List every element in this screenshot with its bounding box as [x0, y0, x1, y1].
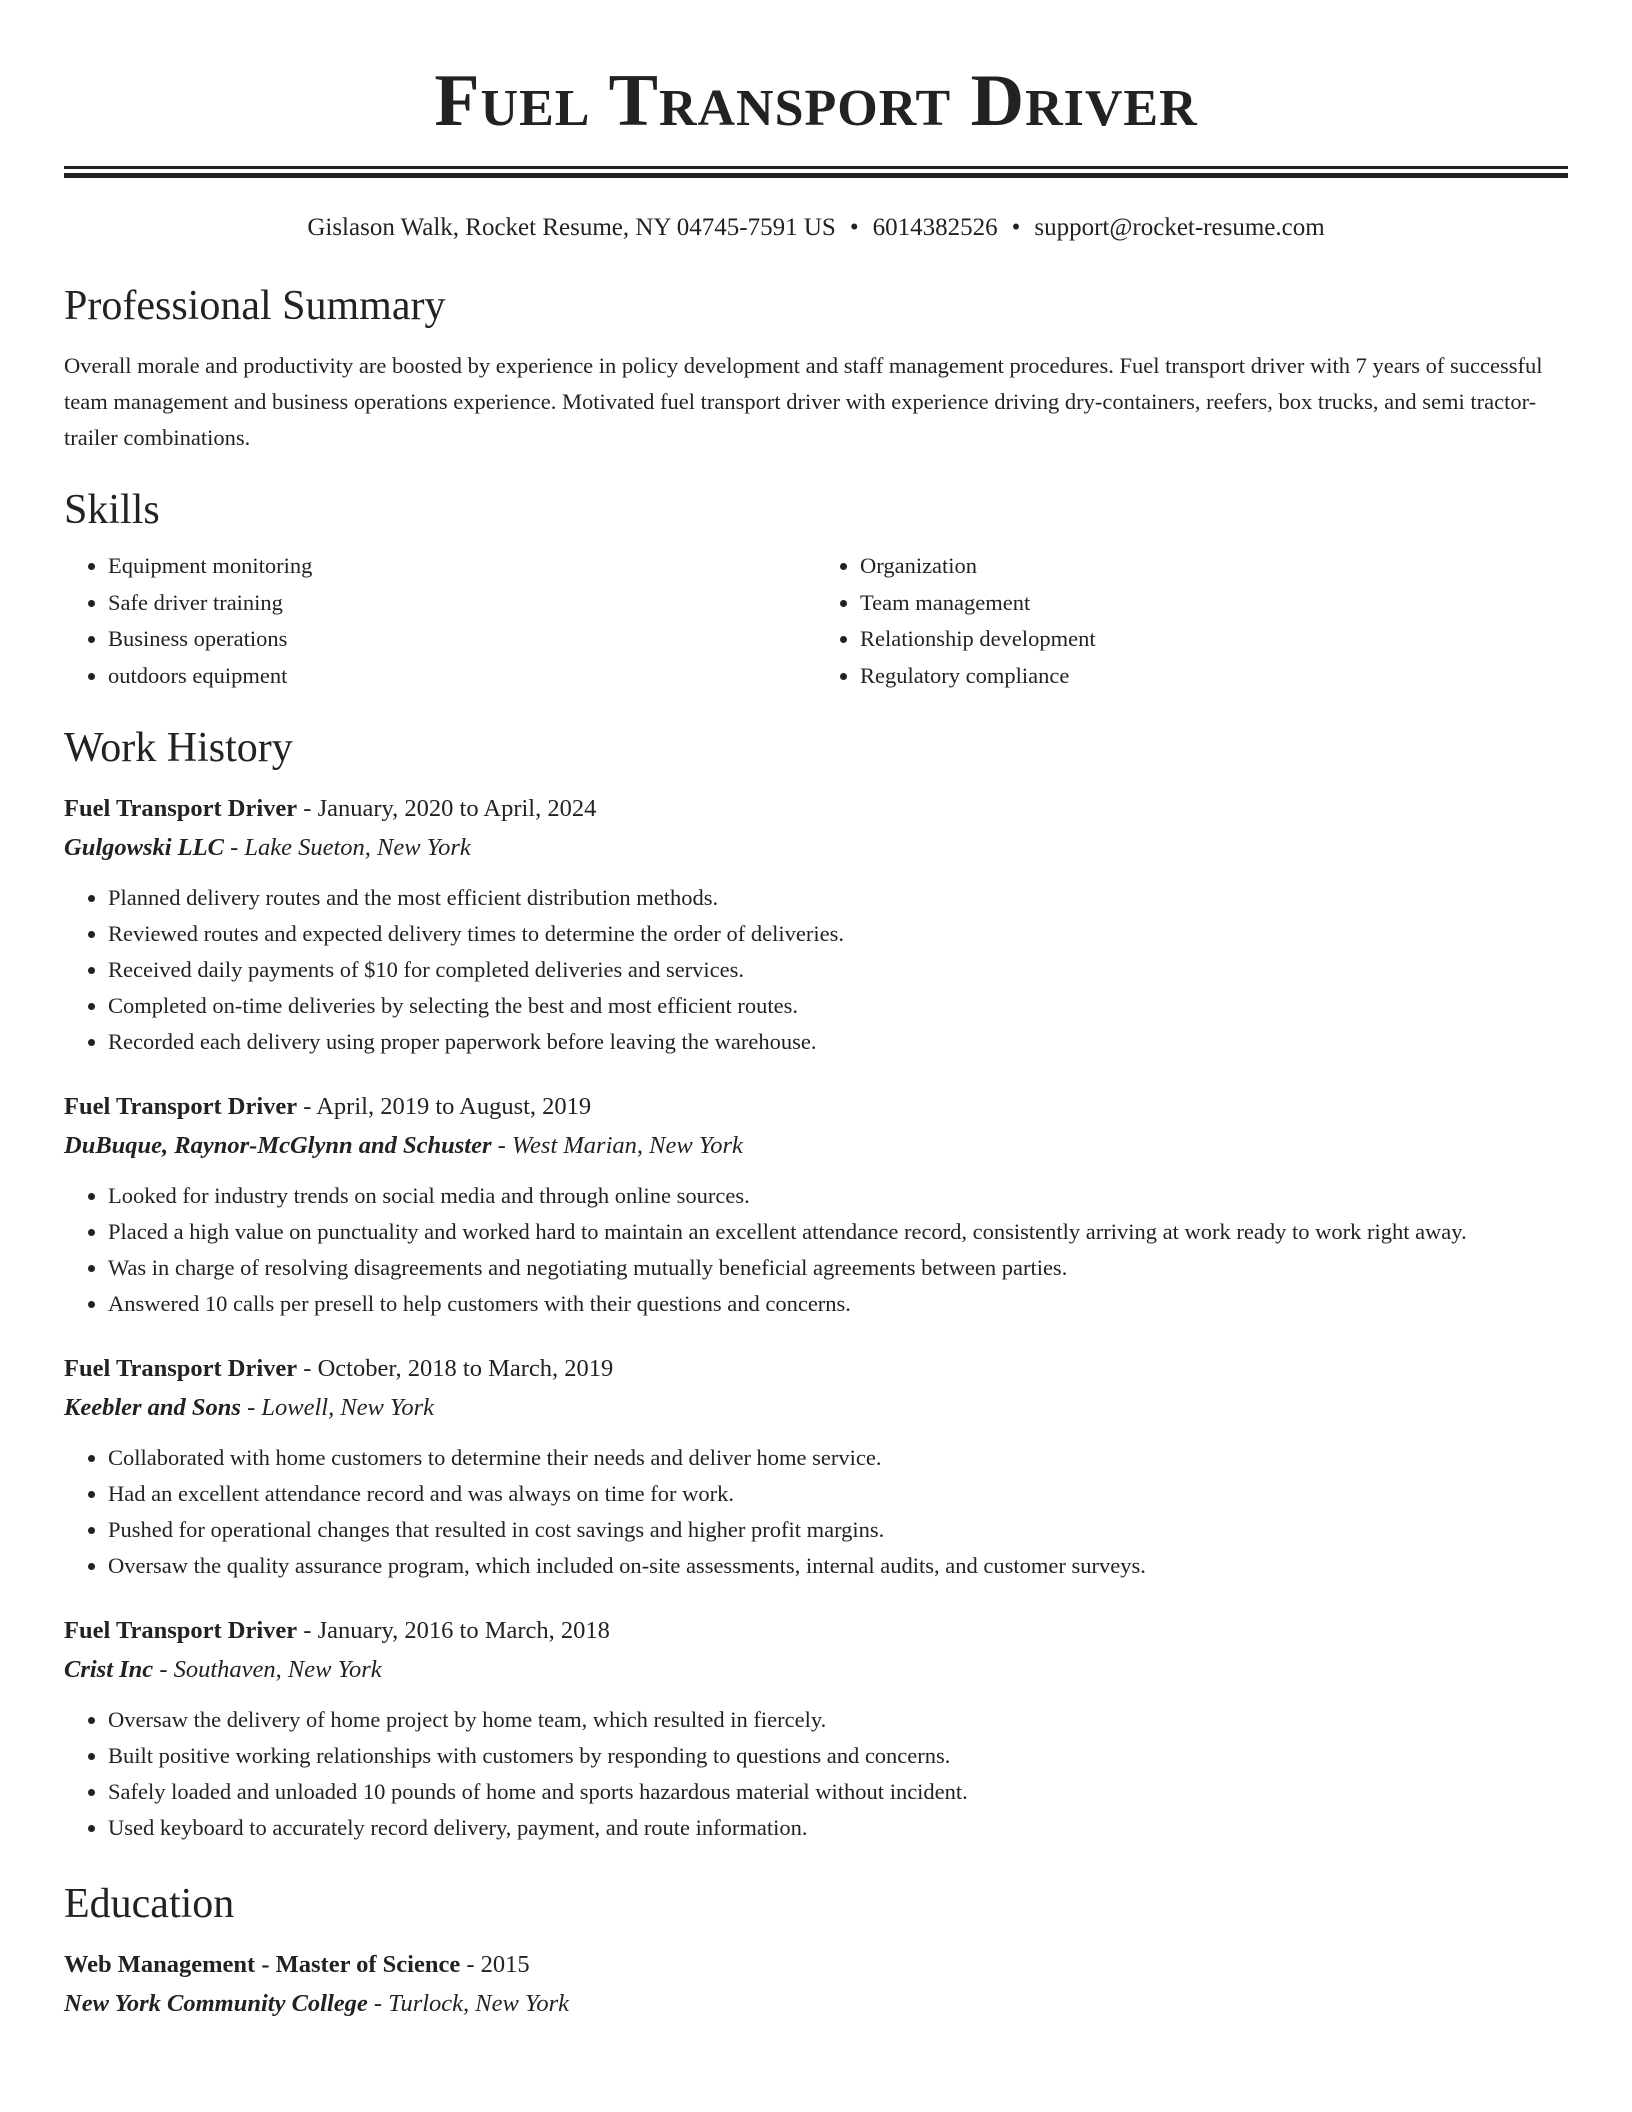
contact-separator: • — [1011, 214, 1021, 241]
job-title-line — [64, 1350, 1568, 1388]
job-dates: - October, 2018 to March, 2019 — [297, 1355, 614, 1382]
job-bullet: • Was in charge of resolving disagreements and negotiating mutually beneficial agreements between parties. — [108, 1250, 1568, 1286]
job-bullets — [64, 1440, 1568, 1584]
education-school: New York Community College — [64, 1990, 368, 2017]
skill-item: • Team management — [860, 585, 1568, 622]
job-bullet: • Planned delivery routes and the most efficient distribution methods. — [108, 880, 1568, 916]
summary-text: Overall morale and productivity are boosted by experience in policy development and staff management procedures. Fuel transport driver with 7 years of successful team management and business operations experience. Motivated fuel transport driver with experience driving dry-containers, reefers, box trucks, and semi tractor-trailer combinations. — [64, 353, 1543, 450]
job-title-line — [64, 1612, 1568, 1650]
job-company: Gulgowski LLC — [64, 834, 224, 861]
skills-right-list — [816, 548, 1568, 694]
job-role: Fuel Transport Driver — [64, 1355, 298, 1382]
job-company: Crist Inc — [64, 1656, 154, 1683]
job-bullet: • Oversaw the quality assurance program, which included on-site assessments, internal audits, and customer surveys. — [108, 1548, 1568, 1584]
job-bullet: • Recorded each delivery using proper paperwork before leaving the warehouse. — [108, 1024, 1568, 1060]
job-location: - Southaven, New York — [153, 1656, 382, 1683]
job-entry — [64, 1088, 1568, 1322]
contact-phone[interactable]: 6014382526 — [872, 214, 998, 241]
work-history-heading: Work History — [64, 725, 293, 771]
header-double-rule — [64, 166, 1568, 178]
skill-item: • Organization — [860, 548, 1568, 585]
resume-name: Fuel Transport Driver — [434, 60, 1198, 142]
job-entry — [64, 1612, 1568, 1846]
contact-line — [64, 210, 1568, 246]
job-dates: - January, 2020 to April, 2024 — [297, 795, 597, 822]
skill-item: • outdoors equipment — [108, 658, 816, 695]
job-bullet: • Placed a high value on punctuality and worked hard to maintain an excellent attendance record, consistently arriving at work ready to work right away. — [108, 1214, 1568, 1250]
education-degree: Web Management - Master of Science — [64, 1951, 461, 1978]
job-company-line — [64, 1650, 1568, 1690]
education-entry — [64, 1946, 1568, 2024]
skill-item: • Equipment monitoring — [108, 548, 816, 585]
skill-item: • Safe driver training — [108, 585, 816, 622]
job-bullet: • Received daily payments of $10 for completed deliveries and services. — [108, 952, 1568, 988]
job-bullet: • Pushed for operational changes that resulted in cost savings and higher profit margins. — [108, 1512, 1568, 1548]
job-location: - Lowell, New York — [240, 1394, 435, 1421]
job-location: - West Marian, New York — [491, 1132, 743, 1159]
job-dates: - April, 2019 to August, 2019 — [297, 1093, 592, 1120]
job-bullet: • Built positive working relationships with customers by responding to questions and concerns. — [108, 1738, 1568, 1774]
skill-item: • Relationship development — [860, 621, 1568, 658]
job-role: Fuel Transport Driver — [64, 1617, 298, 1644]
job-bullet: • Used keyboard to accurately record delivery, payment, and route information. — [108, 1810, 1568, 1846]
job-entry — [64, 1350, 1568, 1584]
job-company: Keebler and Sons — [64, 1394, 241, 1421]
job-bullet: • Completed on-time deliveries by selecting the best and most efficient routes. — [108, 988, 1568, 1024]
job-company-line — [64, 828, 1568, 868]
job-location: - Lake Sueton, New York — [223, 834, 471, 861]
job-entry — [64, 790, 1568, 1060]
contact-address: Gislason Walk, Rocket Resume, NY 04745-7591 US — [307, 214, 836, 241]
job-role: Fuel Transport Driver — [64, 1093, 298, 1120]
contact-email[interactable]: support@rocket-resume.com — [1034, 214, 1325, 241]
job-company-line — [64, 1388, 1568, 1428]
summary-heading: Professional Summary — [64, 283, 446, 329]
contact-separator: • — [849, 214, 859, 241]
job-bullets — [64, 1702, 1568, 1846]
job-bullet: • Collaborated with home customers to determine their needs and deliver home service. — [108, 1440, 1568, 1476]
education-heading: Education — [64, 1881, 235, 1927]
skill-item: • Regulatory compliance — [860, 658, 1568, 695]
skills-columns — [64, 548, 1568, 694]
skills-left-list — [64, 548, 816, 694]
skill-item: • Business operations — [108, 621, 816, 658]
skills-heading: Skills — [64, 487, 160, 533]
education-year: - 2015 — [460, 1951, 530, 1978]
job-bullet: • Oversaw the delivery of home project by home team, which resulted in fiercely. — [108, 1702, 1568, 1738]
job-bullets — [64, 1178, 1568, 1322]
job-role: Fuel Transport Driver — [64, 795, 298, 822]
job-company: DuBuque, Raynor-McGlynn and Schuster — [64, 1132, 492, 1159]
job-company-line — [64, 1126, 1568, 1166]
job-bullet: • Answered 10 calls per presell to help customers with their questions and concerns. — [108, 1286, 1568, 1322]
education-school-line — [64, 1984, 1568, 2024]
education-location: - Turlock, New York — [367, 1990, 570, 2017]
job-bullet: • Looked for industry trends on social media and through online sources. — [108, 1178, 1568, 1214]
job-bullets — [64, 880, 1568, 1060]
job-title-line — [64, 1088, 1568, 1126]
job-bullet: • Had an excellent attendance record and was always on time for work. — [108, 1476, 1568, 1512]
job-dates: - January, 2016 to March, 2018 — [297, 1617, 610, 1644]
education-degree-line — [64, 1946, 1568, 1984]
job-bullet: • Reviewed routes and expected delivery times to determine the order of deliveries. — [108, 916, 1568, 952]
job-title-line — [64, 790, 1568, 828]
job-bullet: • Safely loaded and unloaded 10 pounds of home and sports hazardous material without incident. — [108, 1774, 1568, 1810]
